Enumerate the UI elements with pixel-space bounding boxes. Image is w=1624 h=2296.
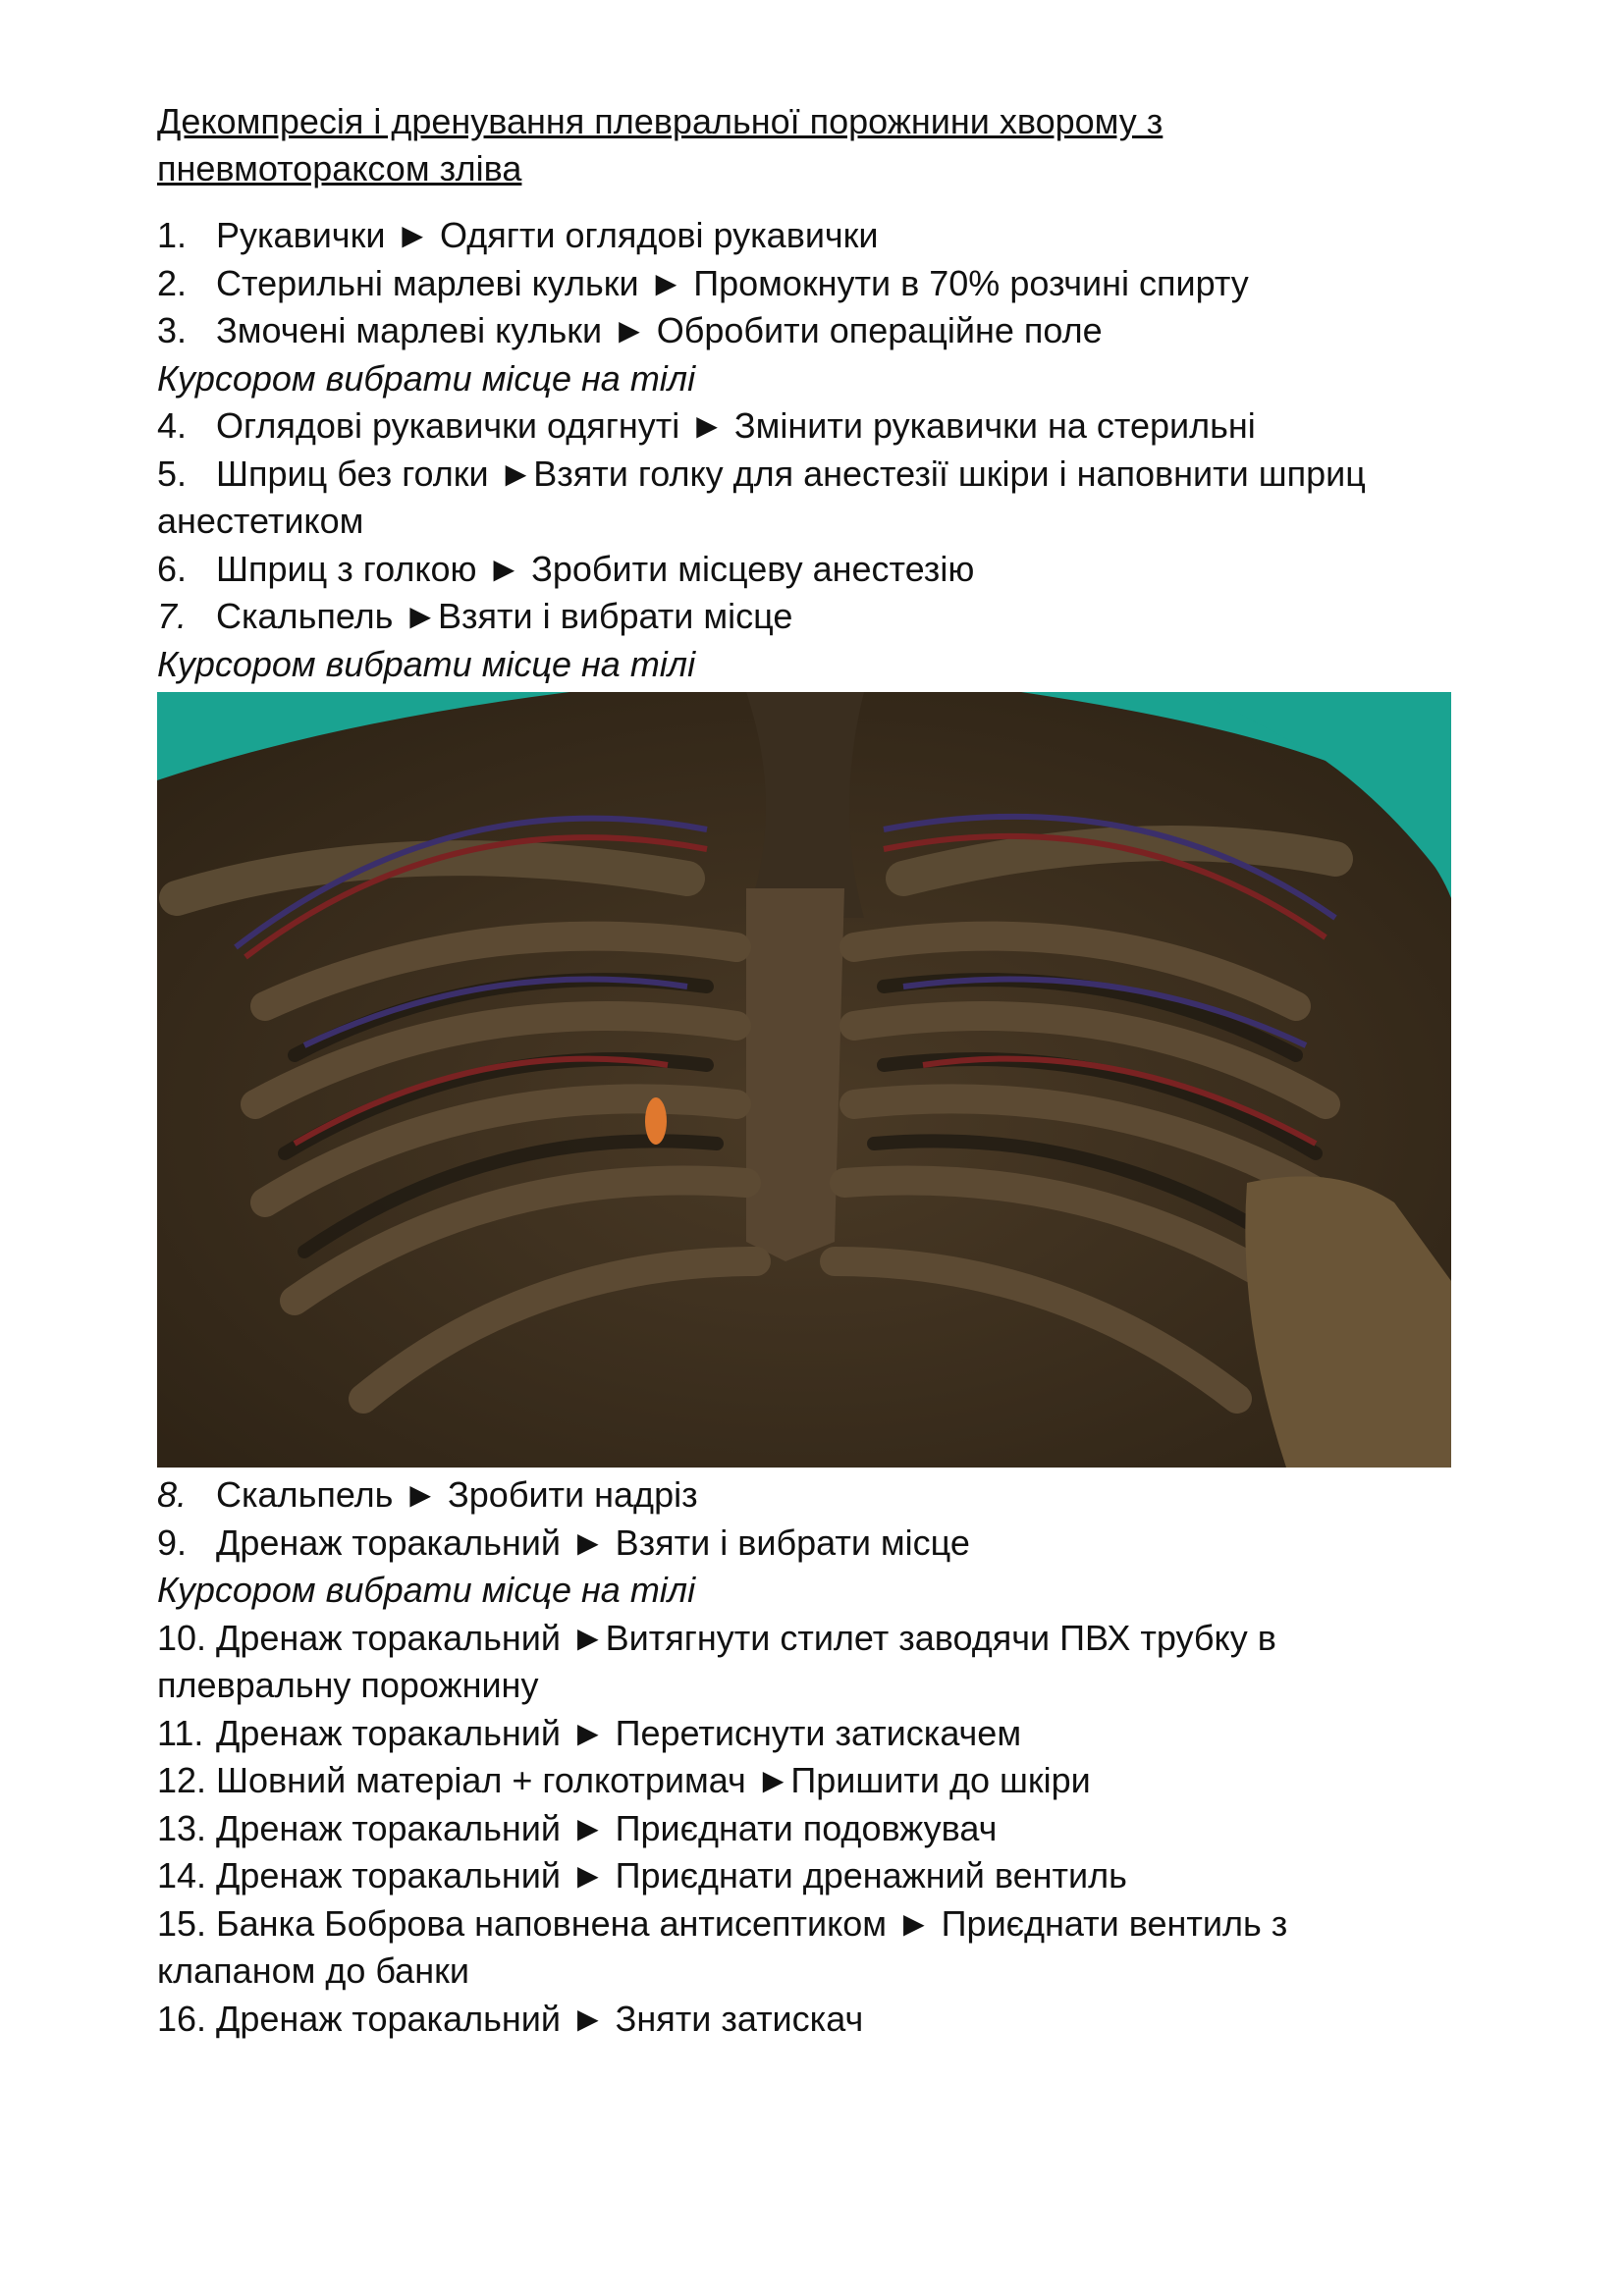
step-9: 9. Дренаж торакальний ► Взяти і вибрати місце <box>157 1522 970 1563</box>
step-16: 16. Дренаж торакальний ► Зняти затискач <box>157 1998 864 2039</box>
step-5: 5. Шприц без голки ►Взяти голку для анестезії шкіри і наповнити шприц <box>157 453 1366 494</box>
sternum <box>746 888 844 1261</box>
ribcage-3d-image <box>157 692 1451 1468</box>
step-10: 10. Дренаж торакальний ►Витягнути стилет заводячи ПВХ трубку в <box>157 1617 1276 1658</box>
step-4: 4. Оглядові рукавички одягнуті ► Змінити рукавички на стерильні <box>157 405 1256 446</box>
step-8: 8. Скальпель ► Зробити надріз <box>157 1474 698 1515</box>
step-2: 2. Стерильні марлеві кульки ► Промокнути в 70% розчині спирту <box>157 262 1249 303</box>
step-10-continuation: плевральну порожнину <box>157 1665 539 1705</box>
step-15: 15. Банка Боброва наповнена антисептиком ► Приєднати вентиль з <box>157 1902 1288 1944</box>
step-13: 13. Дренаж торакальний ► Приєднати подовжувач <box>157 1807 998 1848</box>
cursor-note: Курсором вибрати місце на тілі <box>157 643 696 684</box>
step-1: 1. Рукавички ► Одягти оглядові рукавички <box>157 215 879 255</box>
step-3: 3. Змочені марлеві кульки ► Обробити операційне поле <box>157 310 1103 350</box>
step-7: 7. Скальпель ►Взяти і вибрати місце <box>157 596 793 636</box>
document-title: Декомпресія і дренування плевральної порожнини хворому з пневмотораксом зліва <box>157 101 1164 188</box>
document-page <box>157 98 1512 2043</box>
step-14: 14. Дренаж торакальний ► Приєднати дренажний вентиль <box>157 1855 1127 1896</box>
step-11: 11. Дренаж торакальний ► Перетиснути затискачем <box>157 1712 1022 1753</box>
step-15-continuation: клапаном до банки <box>157 1950 469 1991</box>
step-5-continuation: анестетиком <box>157 501 364 541</box>
step-12: 12. Шовний матеріал + голкотримач ►Пришити до шкіри <box>157 1760 1091 1800</box>
cursor-note: Курсором вибрати місце на тілі <box>157 357 696 399</box>
position-marker <box>645 1097 667 1145</box>
step-6: 6. Шприц з голкою ► Зробити місцеву анестезію <box>157 548 975 589</box>
cursor-note: Курсором вибрати місце на тілі <box>157 1570 696 1610</box>
